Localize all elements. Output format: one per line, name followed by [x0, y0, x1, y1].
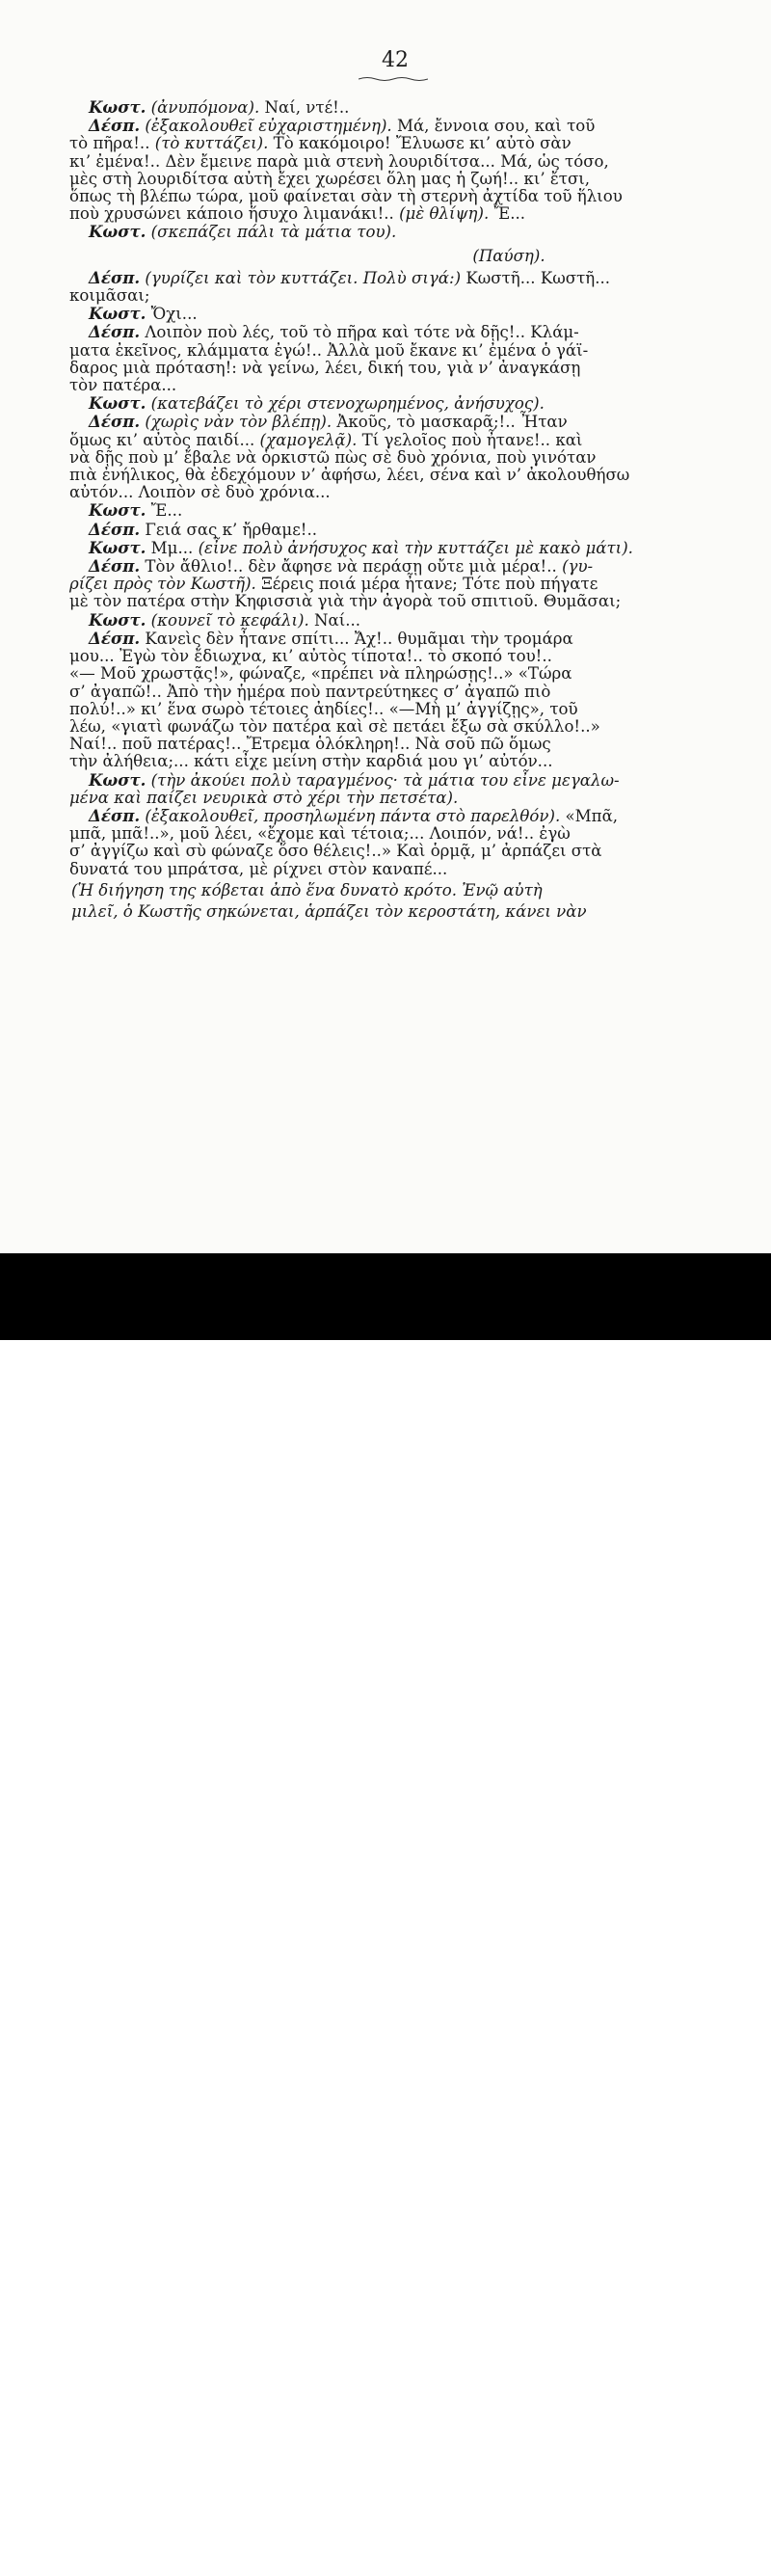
text-line: [69, 501, 727, 520]
dialogue-text: μου... Ἐγὼ τὸν ἔδιωχνα, κι’ αὐτὸς τίποτα!.. τὸ σκοπό του!..: [69, 647, 552, 666]
dialogue-text: δαρος μιὰ πρόταση!: νὰ γείνω, λέει, δική του, γιὰ ν’ ἀναγκάσῃ: [69, 358, 581, 377]
stage-direction: ρίζει πρὸς τὸν Κωστῆ).: [69, 575, 256, 594]
stage-direction: (ἀνυπόμονα).: [146, 98, 260, 117]
alamy-logo: alamy: [50, 2524, 196, 2576]
dialogue-text: Ὄχι...: [146, 305, 198, 324]
text-line: [69, 648, 727, 665]
text-line: [69, 882, 727, 899]
speaker-name: Δέσπ.: [89, 556, 141, 577]
dialogue-text: πιὰ ἐνήλικος, θὰ ἐδεχόμουν ν’ ἀφήσω, λέει, σένα καὶ ν’ ἀκολουθήσω: [69, 466, 630, 485]
dialogue-text: μιλεῖ, ὁ Κωστῆς σηκώνεται, ἁρπάζει τὸν κεροστάτη, κάνει νὰν: [71, 901, 587, 921]
stage-direction: (κατεβάζει τὸ χέρι στενοχωρημένος, ἀνήσυχος).: [146, 394, 545, 414]
play-text: [69, 98, 727, 921]
dialogue-text: Τί γελοῖος ποὺ ἦτανε!.. καὶ: [357, 430, 583, 449]
text-line: [69, 807, 727, 825]
dialogue-text: «— Μοῦ χρωστᾷς!», φώναζε, «πρέπει νὰ πληρώσῃς!..» «Τώρα: [69, 664, 572, 684]
text-line: [69, 593, 727, 610]
text-line: [69, 753, 727, 770]
text-line: [69, 771, 727, 790]
dialogue-text: κι’ ἐμένα!.. Δὲν ἔμεινε παρὰ μιὰ στενὴ λουριδίτσα... Μά, ὡς τόσο,: [69, 151, 609, 171]
dialogue-text: σ’ ἀγαπῶ!.. Ἀπὸ τὴν ἡμέρα ποὺ παντρεύτηκες σ’ ἀγαπῶ πιὸ: [69, 682, 551, 701]
dialogue-text: τὴν ἀλήθεια;... κάτι εἶχε μείνη στὴν καρδιά μου γι’ αὐτόν...: [69, 752, 553, 771]
text-line: [69, 188, 727, 205]
speaker-name: Κωστ.: [89, 500, 146, 521]
dialogue-text: Μμ...: [146, 538, 199, 557]
text-line: [69, 323, 727, 341]
speaker-name: Κωστ.: [89, 97, 146, 117]
text-line: [69, 342, 727, 360]
dialogue-text: Ναί, ντέ!..: [259, 98, 350, 117]
text-line: [69, 360, 727, 377]
dialogue-text: Μά, ἔννοια σου, καὶ τοῦ: [391, 117, 596, 136]
dialogue-text: κοιμᾶσαι;: [69, 286, 150, 306]
dialogue-text: ποὺ χρυσώνει κάποιο ἥσυχο λιμανάκι!..: [69, 204, 400, 224]
text-line: [69, 539, 727, 557]
dialogue-text: Ναί!.. ποῦ πατέρας!.. Ἔτρεμα ὁλόκληρη!.. Νὰ σοῦ πῶ ὅμως: [69, 735, 551, 754]
dialogue-text: (Παύση).: [472, 246, 545, 265]
page-number: 42: [382, 48, 409, 72]
stage-direction: (γυ-: [562, 557, 594, 577]
speaker-name: Κωστ.: [89, 222, 146, 242]
page-number-rule: [359, 76, 428, 82]
site-url: www.alamy.com: [624, 2553, 721, 2568]
dialogue-text: λέω, «γιατὶ φωνάζω τὸν πατέρα καὶ σὲ πετάει ἔξω σὰ σκύλλο!..»: [69, 716, 600, 736]
speaker-name: Κωστ.: [89, 304, 146, 324]
text-line: [69, 394, 727, 413]
speaker-name: Δέσπ.: [89, 519, 141, 539]
dialogue-text: Γειά σας κ’ ἤρθαμε!..: [140, 520, 318, 539]
dialogue-text: νὰ δῇς ποὺ μ’ ἔβαλε νὰ ὁρκιστῶ πὼς σὲ δυὸ χρόνια, ποὺ γινόταν: [69, 447, 597, 467]
dialogue-text: ματα ἐκεῖνος, κλάμματα ἐγώ!.. Ἀλλὰ μοῦ ἔκανε κι’ ἐμένα ὁ γάϊ-: [69, 340, 589, 360]
stage-direction: (τὴν ἀκούει πολὺ ταραγμένος· τὰ μάτια του εἶνε μεγαλω-: [146, 770, 620, 790]
speaker-name: Κωστ.: [89, 393, 146, 414]
stage-direction: (μὲ θλίψη).: [399, 204, 490, 224]
text-line: [69, 825, 727, 843]
dialogue-text: Ἔ...: [146, 501, 183, 521]
dialogue-text: Κανεὶς δὲν ἦτανε σπίτι... Ἄχ!.. θυμᾶμαι τὴν τρομάρα: [140, 629, 573, 648]
speaker-name: Δέσπ.: [89, 322, 141, 342]
speaker-name: Δέσπ.: [89, 805, 141, 825]
speaker-name: Κωστ.: [89, 609, 146, 630]
text-line: [291, 248, 727, 265]
dialogue-text: αὐτόν... Λοιπὸν σὲ δυὸ χρόνια...: [69, 483, 331, 502]
speaker-name: Κωστ.: [89, 769, 146, 790]
dialogue-text: Ἔ...: [489, 204, 526, 224]
speaker-name: Κωστ.: [89, 537, 146, 557]
stage-direction: (σκεπάζει πάλι τὰ μάτια του).: [146, 223, 397, 242]
dialogue-text: ὅμως κι’ αὐτὸς παιδί...: [69, 430, 260, 449]
text-line: [69, 205, 727, 223]
stage-direction: (γυρίζει καὶ τὸν κυττάζει. Πολὺ σιγά:): [140, 268, 462, 287]
text-line: [69, 861, 727, 878]
speaker-name: Δέσπ.: [89, 116, 141, 136]
dialogue-text: Τὸν ἄθλιο!.. δὲν ἄφησε νὰ περάσῃ οὔτε μιὰ μέρα!..: [140, 557, 563, 577]
text-line: [69, 718, 727, 736]
dialogue-text: πολύ!..» κι’ ἕνα σωρὸ τέτοιες ἀηδίες!.. «—Μὴ μ’ ἀγγίζῃς», τοῦ: [69, 699, 578, 718]
text-line: [69, 269, 727, 287]
dialogue-text: μὲς στὴ λουριδίτσα αὐτὴ ἔχει χωρέσει ὅλη μας ἡ ζωή!.. κι’ ἔτσι,: [69, 169, 591, 188]
text-line: [69, 665, 727, 683]
text-line: [69, 287, 727, 305]
dialogue-text: Ξέρεις ποιά μέρα ἦτανε; Τότε ποὺ πήγατε: [255, 575, 598, 594]
dialogue-text: ὅπως τὴ βλέπω τώρα, μοῦ φαίνεται σὰν τὴ στερνὴ ἀχτίδα τοῦ ἥλιου: [69, 187, 623, 206]
dialogue-text: Ναί...: [308, 610, 361, 630]
text-line: [69, 449, 727, 467]
text-line: [69, 557, 727, 576]
text-line: [69, 903, 727, 921]
text-line: [69, 98, 727, 117]
dialogue-text: μὲ τὸν πατέρα στὴν Κηφισσιὰ γιὰ τὴν ἀγορὰ τοῦ σπιτιοῦ. Θυμᾶσαι;: [69, 592, 622, 611]
text-line: [69, 790, 727, 807]
dialogue-text: δυνατά του μπράτσα, μὲ ρίχνει στὸν καναπέ...: [69, 859, 448, 878]
dialogue-text: τὸ πῆρα!..: [69, 134, 155, 153]
text-line: [69, 432, 727, 449]
stage-direction: (κουνεῖ τὸ κεφάλι).: [146, 610, 309, 630]
speaker-name: Δέσπ.: [89, 412, 141, 432]
text-line: [69, 467, 727, 484]
speaker-name: Δέσπ.: [89, 628, 141, 648]
text-line: [69, 736, 727, 753]
dialogue-text: Τὸ κακόμοιρο! Ἔλυωσε κι’ αὐτὸ σὰν: [268, 134, 572, 153]
dialogue-text: τὸν πατέρα...: [69, 376, 177, 395]
watermark-footer: [0, 1253, 771, 2576]
dialogue-text: Ἀκοῦς, τὸ μασκαρᾶ;!.. Ἦταν: [332, 413, 568, 432]
dialogue-text: Κωστῆ... Κωστῆ...: [461, 268, 611, 287]
dialogue-text: Λοιπὸν ποὺ λές, τοῦ τὸ πῆρα καὶ τότε νὰ δῇς!.. Κλάμ-: [140, 323, 579, 342]
stage-direction: (χωρὶς νὰν τὸν βλέπῃ).: [140, 413, 332, 432]
text-line: [69, 484, 727, 501]
text-line: [69, 153, 727, 171]
dialogue-text: (Ἡ διήγηση της κόβεται ἀπὸ ἕνα δυνατὸ κρότο. Ἐνῷ αὐτὴ: [71, 880, 543, 899]
dialogue-text: μπᾶ, μπᾶ!..», μοῦ λέει, «ἔχομε καὶ τέτοια;... Λοιπόν, νά!.. ἐγὼ: [69, 824, 571, 844]
text-line: [69, 135, 727, 152]
stage-direction: (εἶνε πολὺ ἀνήσυχος καὶ τὴν κυττάζει μὲ κακὸ μάτι).: [198, 538, 633, 557]
scanned-page: [0, 0, 771, 1253]
stage-direction: μένα καὶ παίζει νευρικὰ στὸ χέρι τὴν πετσέτα).: [69, 788, 459, 807]
text-line: [69, 171, 727, 188]
stage-direction: (ἐξακολουθεῖ εὐχαριστημένη).: [140, 117, 392, 136]
text-line: [69, 117, 727, 135]
text-line: [69, 843, 727, 860]
text-line: [69, 223, 727, 241]
stage-direction: (τὸ κυττάζει).: [154, 134, 269, 153]
dialogue-text: «Μπᾶ,: [560, 806, 619, 825]
text-line: [69, 630, 727, 648]
text-line: [69, 684, 727, 701]
dialogue-text: σ’ ἀγγίζω καὶ σὺ φώναζε ὅσο θέλεις!..» Καὶ ὁρμᾷ, μ’ ἀρπάζει στὰ: [69, 842, 602, 861]
text-line: [69, 701, 727, 718]
stage-direction: (χαμογελᾷ).: [259, 430, 358, 449]
text-line: [69, 521, 727, 539]
text-line: [69, 611, 727, 630]
text-line: [69, 305, 727, 323]
image-id: PBJWKG: [652, 2528, 721, 2544]
text-line: [69, 413, 727, 431]
speaker-name: Δέσπ.: [89, 267, 141, 287]
stage-direction: (ἐξακολουθεῖ, προσηλωμένη πάντα στὸ παρελθόν).: [140, 806, 561, 825]
text-line: [69, 576, 727, 593]
text-line: [69, 377, 727, 394]
